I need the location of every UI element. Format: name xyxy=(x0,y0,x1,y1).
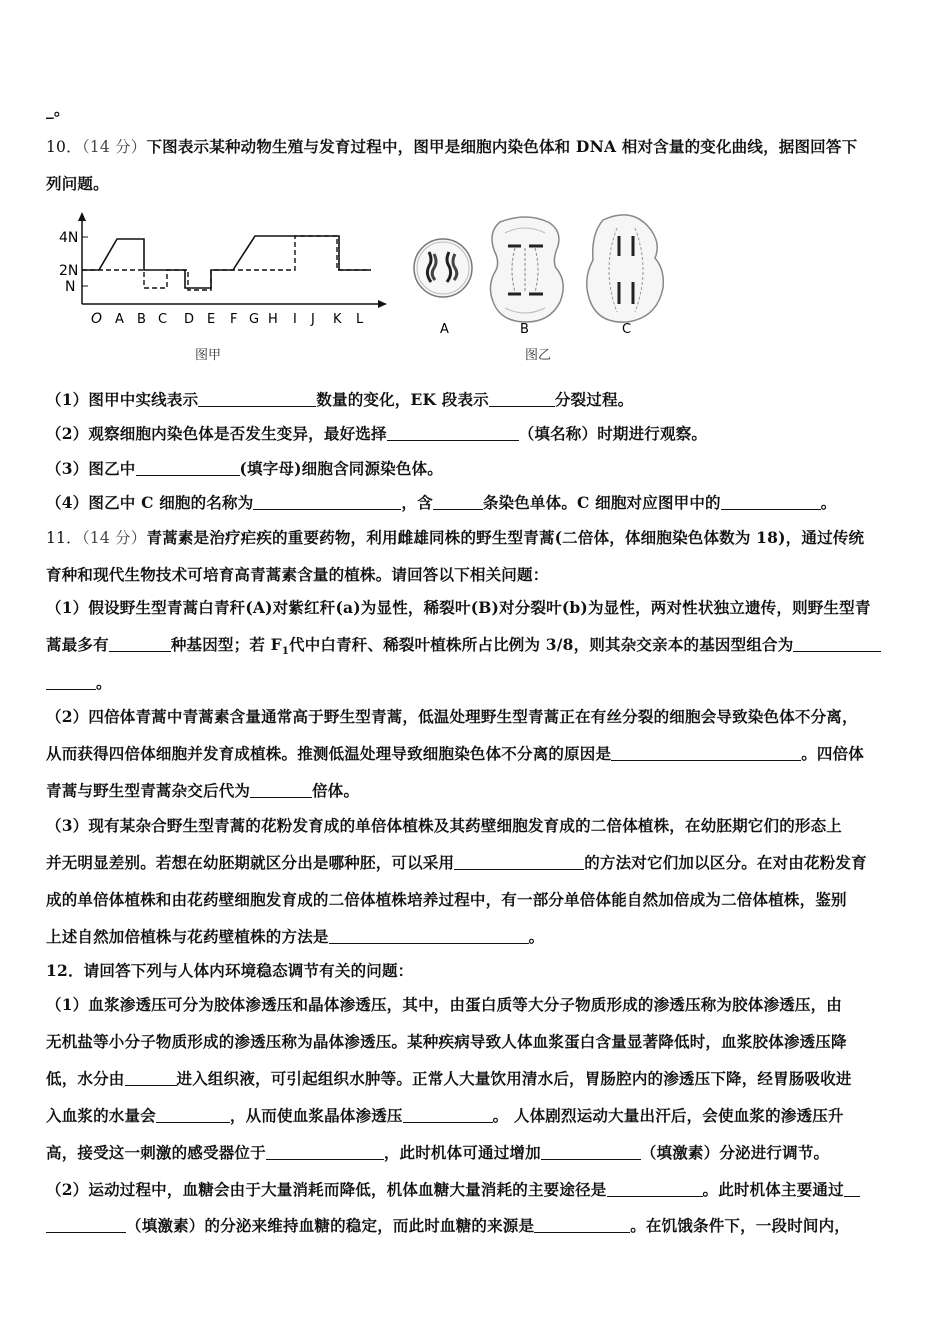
cell-b xyxy=(490,217,563,322)
q11-p3-line2: 并无明显差别。若想在幼胚期就区分出是哪种胚，可以采用 的方法对它们加以区分。在对由花粉发育 xyxy=(46,853,867,872)
x-label-g: G xyxy=(249,312,260,327)
q11-blank-1[interactable] xyxy=(109,636,171,652)
q12-blank-4[interactable] xyxy=(266,1144,384,1160)
q10-stem-line2: 列问题。 xyxy=(46,174,109,193)
q11-stem-line1: 11．（14 分）青蒿素是治疗疟疾的重要药物，利用雌雄同株的野生型青蒿(二倍体，体细胞染色体数为 18)，通过传统 xyxy=(46,528,865,547)
q12-blank-7-cont[interactable] xyxy=(46,1217,126,1233)
q11-p1-line1: （1）假设野生型青蒿白青秆(A)对紫红秆(a)为显性，稀裂叶(B)对分裂叶(b)为显性，两对性状独立遗传，则野生型青 xyxy=(46,598,871,617)
q11-p3-line3: 成的单倍体植株和由花药壁细胞发育成的二倍体植株培养过程中，有一部分单倍体能自然加倍成为二倍体植株，鉴别 xyxy=(46,890,847,909)
q12-p1-line2: 无机盐等小分子物质形成的渗透压称为晶体渗透压。某种疾病导致人体血浆蛋白含量显著降低时，血浆胶体渗透压降 xyxy=(46,1032,847,1051)
q11-blank-2-cont[interactable] xyxy=(46,674,96,690)
y-label-2n: 2N xyxy=(59,263,79,279)
x-label-k: K xyxy=(333,312,342,327)
x-label-f: F xyxy=(230,312,238,327)
q10-blank-2[interactable] xyxy=(489,391,555,407)
q11-blank-6[interactable] xyxy=(329,928,529,944)
q12-blank-1[interactable] xyxy=(125,1070,177,1086)
previous-answer-fragment: _。 xyxy=(46,100,70,119)
q12-blank-3[interactable] xyxy=(403,1107,493,1123)
x-label-c: C xyxy=(158,312,168,327)
q12-blank-8[interactable] xyxy=(534,1217,630,1233)
q12-blank-2[interactable] xyxy=(156,1107,230,1123)
q10-blank-4[interactable] xyxy=(136,460,240,476)
dashed-curve xyxy=(82,236,371,290)
q12-p1-line1: （1）血浆渗透压可分为胶体渗透压和晶体渗透压，其中，由蛋白质等大分子物质形成的渗透压称为胶体渗透压，由 xyxy=(46,995,842,1014)
q11-stem-line2: 育种和现代生物技术可培育高青蒿素含量的植株。请回答以下相关问题： xyxy=(46,565,549,584)
q10-blank-3[interactable] xyxy=(387,425,519,441)
q12-p1-line4: 入血浆的水量会 ，从而使血浆晶体渗透压 。 人体剧烈运动大量出汗后，会使血浆的渗透压升 xyxy=(46,1106,844,1125)
q10-sub3: （3）图乙中 (填字母)细胞含同源染色体。 xyxy=(46,459,443,478)
x-label-h: H xyxy=(268,312,278,327)
y-label-4n: 4N xyxy=(59,230,79,246)
q11-blank-4[interactable] xyxy=(250,782,312,798)
q10-blank-6[interactable] xyxy=(433,494,483,510)
q11-blank-2[interactable] xyxy=(793,636,881,652)
q12-p2-line2: （填激素）的分泌来维持血糖的稳定，而此时血糖的来源是 。在饥饿条件下，一段时间内， xyxy=(46,1216,906,1236)
q10-blank-5[interactable] xyxy=(253,494,401,510)
q12-blank-5[interactable] xyxy=(541,1144,641,1160)
q11-p3-line1: （3）现有某杂合野生型青蒿的花粉发育成的单倍体植株及其药壁细胞发育成的二倍体植株，在幼胚期它们的形态上 xyxy=(46,816,842,835)
q11-p2-line1: （2）四倍体青蒿中青蒿素含量通常高于野生型青蒿，低温处理野生型青蒿正在有丝分裂的细胞会导致染色体不分离， xyxy=(46,707,858,726)
figure-jia-caption: 图甲 xyxy=(195,348,222,363)
q12-blank-7[interactable] xyxy=(844,1181,860,1197)
cell-label-b: B xyxy=(520,322,529,337)
q11-p3-line4: 上述自然加倍植株与花药壁植株的方法是 。 xyxy=(46,927,545,946)
q12-p1-line3: 低，水分由 进入组织液，可引起组织水肿等。正常人大量饮用清水后，胃肠腔内的渗透压下降，经胃肠吸收进 xyxy=(46,1069,852,1088)
x-label-a: A xyxy=(115,312,124,327)
q12-p2-line1: （2）运动过程中，血糖会由于大量消耗而降低，机体血糖大量消耗的主要途径是 。此时机体主要通过 xyxy=(46,1180,906,1200)
figure-yi-caption: 图乙 xyxy=(525,348,552,363)
chromosome-dna-graph xyxy=(55,208,395,336)
q10-blank-7[interactable] xyxy=(721,494,821,510)
q11-blank-3[interactable] xyxy=(611,745,801,761)
q12-blank-6[interactable] xyxy=(607,1181,703,1197)
x-label-d: D xyxy=(184,312,195,327)
x-label-j: J xyxy=(311,312,315,327)
q11-p1-line3: 。 xyxy=(46,673,906,693)
q10-sub1: （1）图甲中实线表示 数量的变化，EK 段表示 分裂过程。 xyxy=(46,390,634,409)
q12-p1-line5: 高，接受这一刺激的感受器位于 ，此时机体可通过增加 （填激素）分泌进行调节。 xyxy=(46,1143,830,1162)
q12-stem: 12．请回答下列与人体内环境稳态调节有关的问题： xyxy=(46,961,414,980)
q10-sub2: （2）观察细胞内染色体是否发生变异，最好选择 （填名称）时期进行观察。 xyxy=(46,424,708,443)
x-label-l: L xyxy=(356,312,364,327)
q10-stem-line1: 10．（14 分）下图表示某种动物生殖与发育过程中，图甲是细胞内染色体和 DNA 相对含量的变化曲线，据图回答下 xyxy=(46,137,858,156)
y-label-n: N xyxy=(65,279,76,295)
cell-division-diagram xyxy=(405,208,665,338)
q10-sub4: （4）图乙中 C 细胞的名称为 ，含 条染色单体。C 细胞对应图甲中的 。 xyxy=(46,493,837,512)
x-label-o: O xyxy=(91,311,103,327)
q11-p2-line2: 从而获得四倍体细胞并发育成植株。推测低温处理导致细胞染色体不分离的原因是 。四倍体 xyxy=(46,744,865,763)
cell-label-c: C xyxy=(622,322,632,337)
x-label-i: I xyxy=(293,312,297,327)
q10-blank-1[interactable] xyxy=(198,391,316,407)
q11-p2-line3: 青蒿与野生型青蒿杂交后代为 倍体。 xyxy=(46,781,360,800)
cell-c xyxy=(587,215,664,322)
q11-p1-line2: 蒿最多有 种基因型；若 $F_1$代中白青秆、稀裂叶植株所占比例为 3/8，则其杂交亲本的基因型组合为 xyxy=(46,635,906,662)
solid-curve xyxy=(82,236,371,288)
cell-label-a: A xyxy=(440,322,449,337)
q11-blank-5[interactable] xyxy=(454,854,584,870)
x-label-b: B xyxy=(137,312,146,327)
cell-a xyxy=(414,239,472,297)
x-label-e: E xyxy=(207,312,216,327)
